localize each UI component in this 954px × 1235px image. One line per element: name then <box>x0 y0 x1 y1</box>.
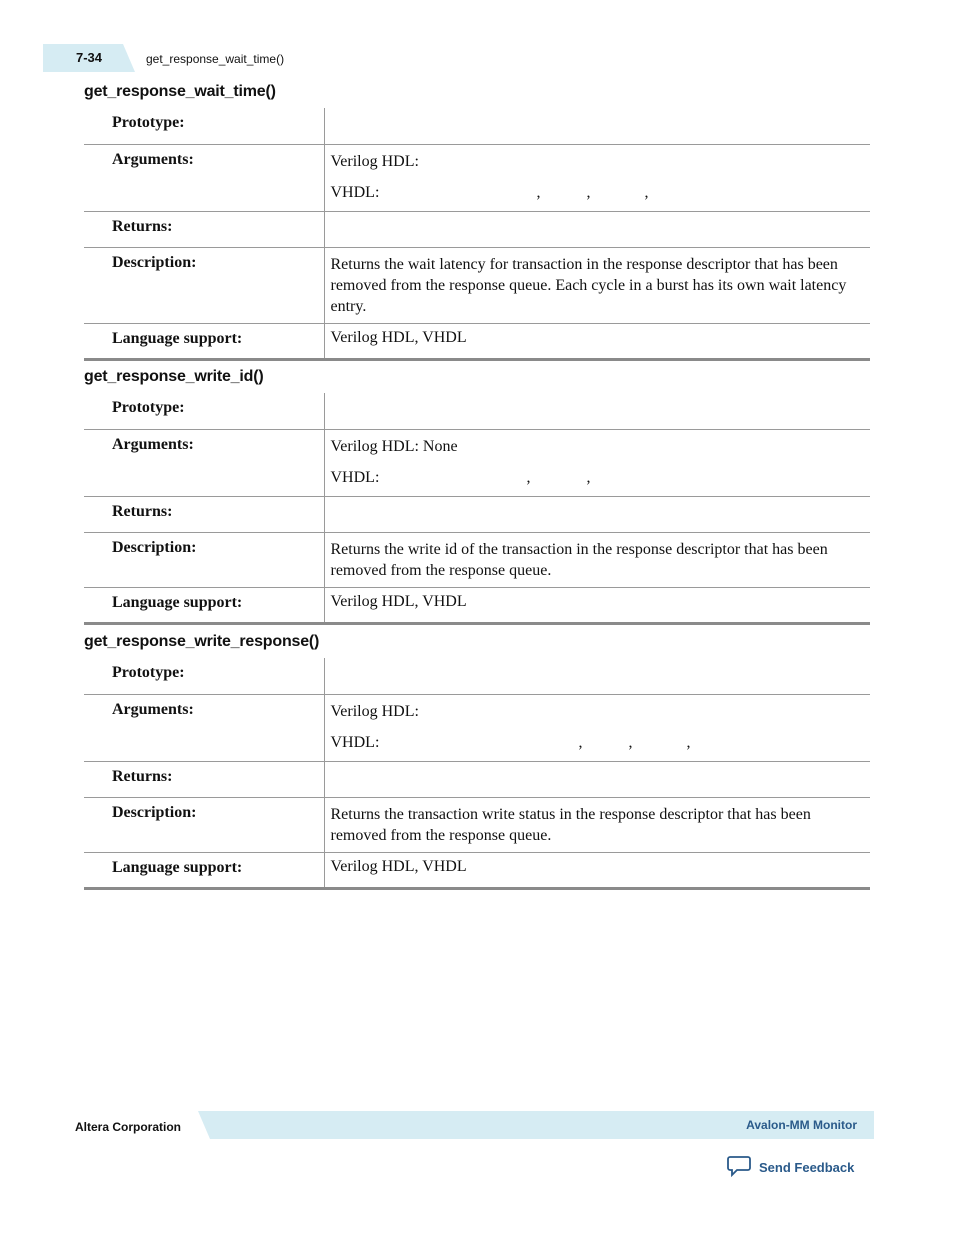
table-row <box>84 532 870 587</box>
row-label: Arguments: <box>84 694 324 761</box>
table-row <box>84 761 870 797</box>
row-label: Description: <box>84 247 324 323</box>
table-row <box>84 658 870 694</box>
row-label: Returns: <box>84 761 324 797</box>
description-value: Returns the transaction write status in the response descriptor that has been removed from the response queue. <box>324 797 870 852</box>
section-title: get_response_write_id() <box>84 368 264 385</box>
send-feedback-label: Send Feedback <box>759 1160 855 1175</box>
arg-separator: , <box>578 733 583 751</box>
running-title: get_response_wait_time() <box>146 52 285 66</box>
description-value: Returns the write id of the transaction in the response descriptor that has been removed from the response queue. <box>324 532 870 587</box>
arguments-value <box>324 694 870 761</box>
table-row <box>84 144 870 211</box>
row-label: Arguments: <box>84 144 324 211</box>
function-table <box>84 108 870 361</box>
page-number: 7-34 <box>76 50 103 65</box>
function-table <box>84 658 870 890</box>
company-name: Altera Corporation <box>75 1120 182 1134</box>
arg-separator: , <box>628 733 633 751</box>
row-label: Description: <box>84 797 324 852</box>
language-value: Verilog HDL, VHDL <box>324 852 870 888</box>
table-row <box>84 323 870 359</box>
row-label: Prototype: <box>84 393 324 429</box>
arg-vhdl: VHDL: <box>330 183 380 201</box>
arg-separator: , <box>526 468 531 486</box>
row-label: Language support: <box>84 323 324 359</box>
table-row <box>84 496 870 532</box>
description-value: Returns the wait latency for transaction in the response descriptor that has been removed from the response queue. Each cycle in a burst has its own wait latency entry. <box>324 247 870 323</box>
language-value: Verilog HDL, VHDL <box>324 323 870 359</box>
row-label: Language support: <box>84 852 324 888</box>
arg-verilog: Verilog HDL: None <box>330 437 458 455</box>
arg-verilog: Verilog HDL: <box>330 702 419 720</box>
section-title: get_response_write_response() <box>84 633 320 650</box>
row-label: Arguments: <box>84 429 324 496</box>
row-label: Language support: <box>84 587 324 623</box>
speech-bubble-icon <box>727 1155 751 1180</box>
table-row <box>84 108 870 144</box>
prototype-value <box>324 108 870 144</box>
arg-separator: , <box>586 183 591 201</box>
table-row <box>84 429 870 496</box>
returns-value <box>324 211 870 247</box>
arguments-value <box>324 429 870 496</box>
arg-separator: , <box>586 468 591 486</box>
language-value: Verilog HDL, VHDL <box>324 587 870 623</box>
row-label: Returns: <box>84 211 324 247</box>
arg-vhdl: VHDL: <box>330 468 380 486</box>
returns-value <box>324 761 870 797</box>
prototype-value <box>324 393 870 429</box>
table-row <box>84 797 870 852</box>
table-row <box>84 694 870 761</box>
arg-separator: , <box>686 733 691 751</box>
arg-verilog: Verilog HDL: <box>330 152 419 170</box>
prototype-value <box>324 658 870 694</box>
section-title: get_response_wait_time() <box>84 83 276 100</box>
table-row <box>84 852 870 888</box>
arg-separator: , <box>644 183 649 201</box>
row-label: Prototype: <box>84 108 324 144</box>
table-row <box>84 247 870 323</box>
send-feedback-link[interactable] <box>727 1155 854 1180</box>
arg-vhdl: VHDL: <box>330 733 380 751</box>
row-label: Prototype: <box>84 658 324 694</box>
function-table <box>84 393 870 625</box>
document-title-link[interactable]: Avalon-MM Monitor <box>746 1118 857 1132</box>
table-row <box>84 393 870 429</box>
row-label: Returns: <box>84 496 324 532</box>
arguments-value <box>324 144 870 211</box>
arg-separator: , <box>536 183 541 201</box>
table-row <box>84 211 870 247</box>
returns-value <box>324 496 870 532</box>
table-row <box>84 587 870 623</box>
row-label: Description: <box>84 532 324 587</box>
